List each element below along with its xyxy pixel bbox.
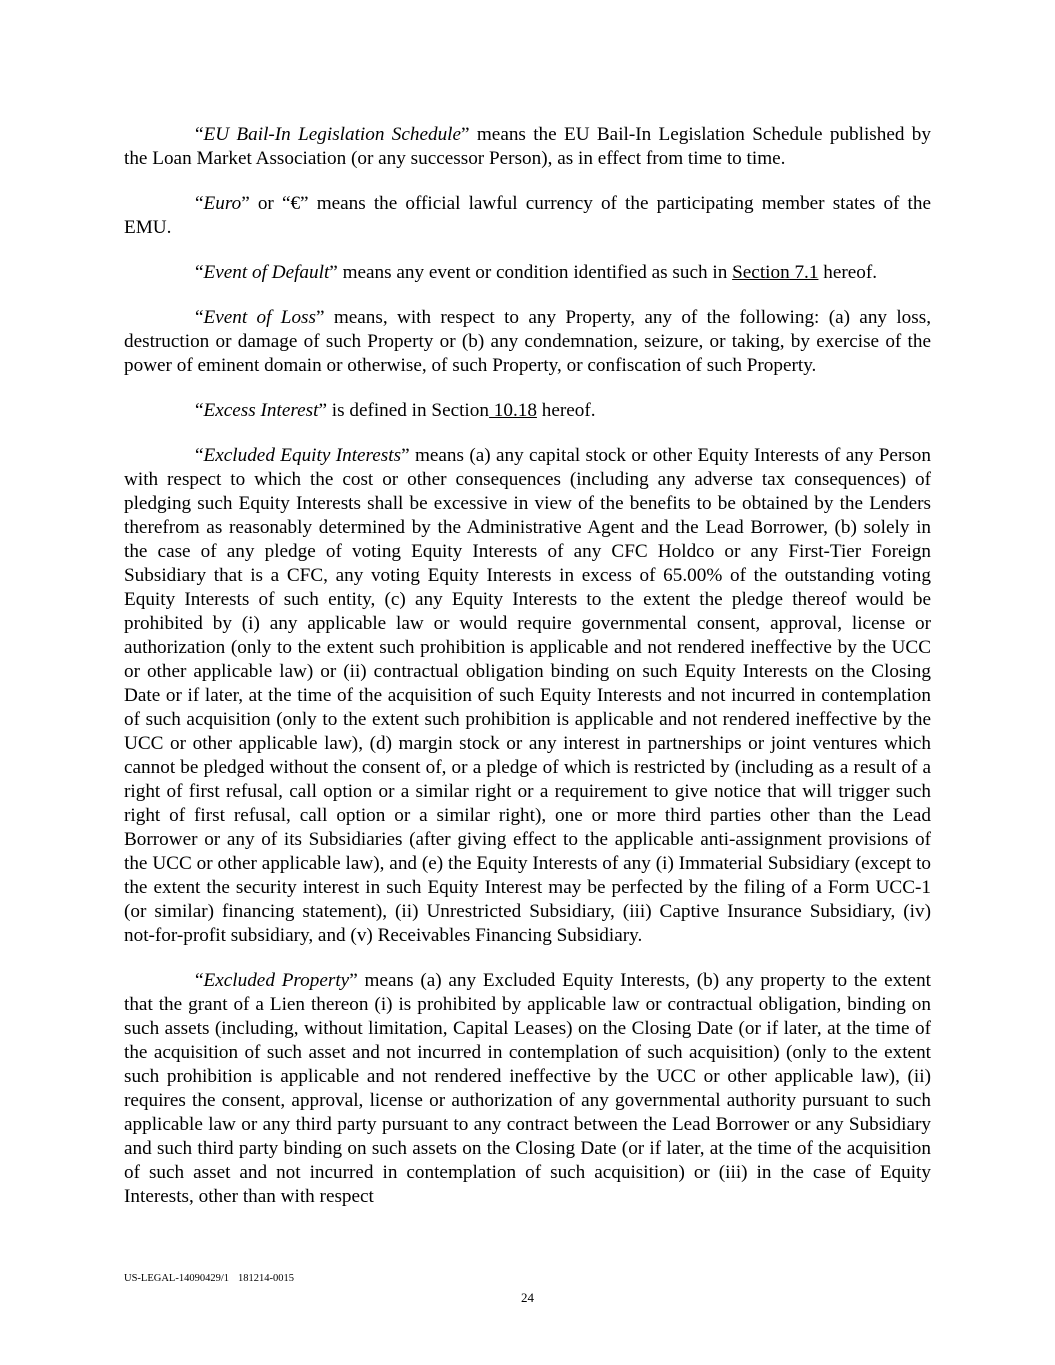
definition-paragraph: “Event of Default” means any event or condition identified as such in Section 7.1 hereof. xyxy=(195,262,878,283)
definition-text: ” means (a) any capital stock or other Equity Interests of any Person with respect to which the cost or other consequences (including any adverse tax consequences) of pledging such Equity Interests shall be excessive in view of the benefits to be obtained by the Lenders therefrom as reasonably determined by the Administrative Agent and the Lead Borrower, (b) solely in the case of any pledge of voting Equity Interests of any CFC Holdco or any First-Tier Foreign Subsidiary that is a CFC, any voting Equity Interests in excess of 65.00% of the outstanding voting Equity Interests of such entity, (c) any Equity Interests to the extent the pledge thereof would be prohibited by (i) any applicable law or would require governmental consent, approval, license or authorization (only to the extent such prohibition is applicable and not rendered ineffective by the UCC or other applicable law) or (ii) contractual obligation binding on such Equity Interests on the Closing Date or if later, at the time of the acquisition of such Equity Interests and not incurred in contemplation of such acquisition (only to the extent such prohibition is applicable and not rendered ineffective by the UCC or other applicable law), (d) margin stock or any interest in partnerships or joint ventures which cannot be pledged without the consent of, or a pledge of which is restricted by (including as a result of a right of first refusal, call option or a similar right or a requirement to give notice that will trigger such right of first refusal, call option or a similar right), one or more third parties other than the Lead Borrower or any of its Subsidiaries (after giving effect to the applicable anti-assignment provisions of the UCC or other applicable law), and (e) the Equity Interests of any (i) Immaterial Subsidiary (except to the extent the security interest in such Equity Interest may be perfected by the filing of a Form UCC-1 (or similar) financing statement), (ii) Unrestricted Subsidiary, (iii) Captive Insurance Subsidiary, (iv) not-for-profit subsidiary, and (v) Receivables Financing Subsidiary. xyxy=(124,445,931,946)
definition-paragraph: “Excess Interest” is defined in Section 10.18 hereof. xyxy=(195,400,596,421)
definition-paragraph: “Excluded Equity Interests” means (a) any capital stock or other Equity Interests of any Person with respect to which the cost or other consequences (including any adverse tax consequences) of pledging such Equity Interests shall be excessive in view of the benefits to be obtained by the Lenders therefrom as reasonably determined by the Administrative Agent and the Lead Borrower, (b) solely in the case of any pledge of voting Equity Interests of any CFC Holdco or any First-Tier Foreign Subsidiary that is a CFC, any voting Equity Interests in excess of 65.00% of the outstanding voting Equity Interests of such entity, (c) any Equity Interests to the extent the pledge thereof would be prohibited by (i) any applicable law or would require governmental consent, approval, license or authorization (only to the extent such prohibition is applicable and not rendered ineffective by the UCC or other applicable law) or (ii) contractual obligation binding on such Equity Interests on the Closing Date or if later, at the time of the acquisition of such Equity Interests and not incurred in contemplation of such acquisition (only to the extent such prohibition is applicable and not rendered ineffective by the UCC or other applicable law), (d) margin stock or any interest in partnerships or joint ventures which cannot be pledged without the consent of, or a pledge of which is restricted by (including as a result of a right of first refusal, call option or a similar right or a requirement to give notice that will trigger such right of first refusal, call option or a similar right), one or more third parties other than the Lead Borrower or any of its Subsidiaries (after giving effect to the applicable anti-assignment provisions of the UCC or other applicable law), and (e) the Equity Interests of any (i) Immaterial Subsidiary (except to the extent the security interest in such Equity Interest may be perfected by the filing of a Form UCC-1 (or similar) financing statement), (ii) Unrestricted Subsidiary, (iii) Captive Insurance Subsidiary, (iv) not-for-profit subsidiary, and (v) Receivables Financing Subsidiary. xyxy=(124,445,931,946)
definition-text: ” is defined in Section xyxy=(318,400,489,421)
definition-text: ” or “€” means the official lawful currency of the participating member states of the EMU. xyxy=(124,193,931,238)
defined-term: Event of Loss xyxy=(203,307,316,328)
footer-document-id xyxy=(124,1273,294,1284)
defined-term: Excluded Equity Interests xyxy=(203,445,402,466)
page-number: 24 xyxy=(521,1290,534,1305)
section-reference-link[interactable]: Section 7.1 xyxy=(732,262,819,283)
defined-term: Euro xyxy=(203,193,242,214)
defined-term: Excluded Property xyxy=(203,970,350,991)
definition-text: ” means any event or condition identified as such in xyxy=(329,262,733,283)
definition-text-end: hereof. xyxy=(818,262,878,283)
definition-paragraph: “Event of Loss” means, with respect to any Property, any of the following: (a) any loss, destruction or damage of such Property or (b) any condemnation, seizure, or taking, by exercise of the power of eminent domain or otherwise, of such Property, or confiscation of such Property. xyxy=(124,307,931,376)
definition-text: ” means (a) any Excluded Equity Interests, (b) any property to the extent that the grant of a Lien thereon (i) is prohibited by applicable law or contractual obligation, binding on such assets (including, without limitation, Capital Leases) on the Closing Date (or if later, at the time of the acquisition of such asset and not incurred in contemplation of such acquisition) (only to the extent such prohibition is applicable and not rendered ineffective by the UCC or other applicable law), (ii) requires the consent, approval, license or authorization of any governmental authority pursuant to such applicable law or any third party pursuant to any contract between the Lead Borrower or any Subsidiary and such third party binding on such assets on the Closing Date (or if later, at the time of the acquisition of such asset and not incurred in contemplation of such acquisition) or (iii) in the case of Equity Interests, other than with respect xyxy=(124,970,932,1207)
definition-paragraph: “Excluded Property” means (a) any Excluded Equity Interests, (b) any property to the extent that the grant of a Lien thereon (i) is prohibited by applicable law or contractual obligation, binding on such assets (including, without limitation, Capital Leases) on the Closing Date (or if later, at the time of the acquisition of such asset and not incurred in contemplation of such acquisition) (only to the extent such prohibition is applicable and not rendered ineffective by the UCC or other applicable law), (ii) requires the consent, approval, license or authorization of any governmental authority pursuant to such applicable law or any third party pursuant to any contract between the Lead Borrower or any Subsidiary and such third party binding on such assets on the Closing Date (or if later, at the time of the acquisition of such asset and not incurred in contemplation of such acquisition) or (iii) in the case of Equity Interests, other than with respect xyxy=(124,970,932,1207)
definition-paragraph: “Euro” or “€” means the official lawful currency of the participating member states of the EMU. xyxy=(124,193,931,238)
definition-text: ” means the EU Bail-In Legislation Schedule published by the Loan Market Association (or any successor Person), as in effect from time to time. xyxy=(124,124,931,169)
defined-term: Excess Interest xyxy=(203,400,319,421)
section-reference-link[interactable]: 10.18 xyxy=(488,400,537,421)
defined-term: EU Bail-In Legislation Schedule xyxy=(203,124,462,145)
definition-text-end: hereof. xyxy=(536,400,596,421)
document-body xyxy=(124,123,931,1230)
definition-text: ” means, with respect to any Property, any of the following: (a) any loss, destruction or damage of such Property or (b) any condemnation, seizure, or taking, by exercise of the power of eminent domain or otherwise, of such Property, or confiscation of such Property. xyxy=(124,307,931,376)
footer-doc-id: US-LEGAL-14090429/1 xyxy=(124,1273,229,1284)
definition-paragraph: “EU Bail-In Legislation Schedule” means the EU Bail-In Legislation Schedule published by the Loan Market Association (or any successor Person), as in effect from time to time. xyxy=(124,124,931,169)
defined-term: Event of Default xyxy=(203,262,330,283)
footer-matter-id: 181214-0015 xyxy=(238,1273,294,1284)
